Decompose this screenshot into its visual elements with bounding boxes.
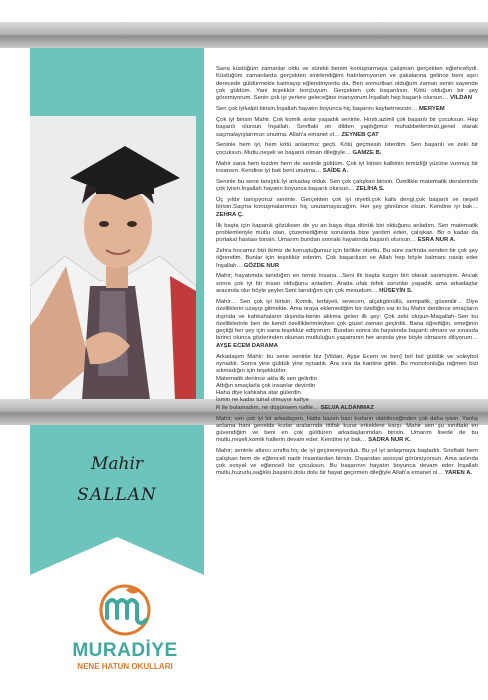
message-text: Mahir sana hem kızdım hem de seninle güldüm. Çok iyi birisin kalbinin temizliği yüzüne vurmuş bir insansın. Kendine iyi bak beni unutma… (216, 160, 478, 174)
student-photo (30, 116, 196, 400)
message-author: GÖZDE NUR (243, 262, 280, 269)
message-author: SADRA NUR K. (368, 437, 411, 444)
message-text: İlk başta için kapanık gözüksen de yu an baya dışa dönük biri olduğunu anladım. Sen matematik problemleriyle mutlu olan, çözemediğimiz sorularda bize yardım eden, çalışkan. Bir o kadar da portakal hastası birisin. Umarım bundan sonraki hayatında başarılı olursun… (216, 222, 478, 244)
message-author: SELVA ALDANMAZ (320, 404, 374, 411)
message-paragraph (216, 273, 478, 295)
message-paragraph (216, 66, 478, 102)
message-text: Mahir… Sen çok iyi birisin. Komik, terbiyeli, sevecen, alçakgönüllü, sempatik, güvenilir… Diye özelliklerin uzayıp gitmekte. Ama oraya eklemediğim bir özelliğin var ki bu Mahir denilince smaçların dışında ve kahkahaların dışında-benin aklıma gelen ilk şey: Çok zeki oluşun-Maşallah-.Sen bu özelliklerinle ben de kendi özelliklerimleyken çok güzel zaman geçirdik. Bana öğrettiğin, emeğinin geçtiği her şey için sana teşekkür ediyorum. Bundan sonra da hayatında başarılı olmanı ve sınavda birinci olunca gözlerinden okunan mutluluğun yaşamının her anında yine böyle olmasını diliyorum… (216, 298, 478, 342)
message-text: Mahir; hayatımda tanıdığım en temiz insana…Seni ilk başta kızgın biri olarak sanmıştım. Ancak sonra çok iyi bir insan olduğunu anladım. Arada ufak tefek sorunlar yaşadık ama arkadaşlar arasında olur böyle şeyler.Seni tanıdığım için çok mesudum… (216, 273, 478, 295)
message-paragraph (216, 448, 478, 477)
message-paragraph (216, 142, 478, 157)
message-text: Arkadaşım Mahir; bu sene seninle biz [Vildan, Ayşe Ecem ve ben] bol bol güldük ve voleybol oynadık. Sonra yine güldük yine oynadık. Ara sıra da kantine gittik. Bu monotonluğa rağmen bizi sıkmadığın için teşekkürler. Matematik denince akla ilk sen gelirdin Attığın smaçlarla çok insanlar devirdin Haha diye kahkaha atar gülerdin İsmin ne kadar tuhaf olmuyor kafiye R ile bulamadım, ne düşünsem nafile… (216, 353, 478, 411)
student-last-name: SALLAN (77, 485, 157, 505)
message-text: Zehra hocamız bizi ikimiz de konuştuğumuz için birlikte oturttu. Bu süre zarfında senden bir çok şey öğrendim. Bunlar için teşekkür ederim. Çok başarılısın ve Allah hep böyle kalmanı nasip eder İnşallah… (216, 247, 478, 269)
message-author: ZEYNEB ÇAT (341, 131, 379, 138)
message-text: Seninle hem iyi, hem kötü anlarımız geçti. Kötü geçmesin isterdim. Sen başarılı ve zeki bir çocuksun. Mutlu,neşeli ve başarılı olman dileğiyle… (216, 142, 478, 156)
message-paragraph (216, 161, 478, 176)
school-subtitle: NENE HATUN OKULLARI (77, 662, 173, 671)
message-text: Sen çok iyikalpli birisin.İnşallah hayatın boyunca hiç başarını kaybetmezsin… (216, 106, 418, 113)
message-paragraph (216, 248, 478, 270)
message-author: ZEHRA Ç. (216, 211, 244, 218)
message-text: Sana küstüğüm zamanlar oldu ve sürekli benim konuşturmaya çalışman gerçekten eğlenceliydi. Küstüğüm zamanlarda gerçekten sinirlendiğimi hatırlamıyorum ve şakalarına gelince beni aşırı derecede güldürmekle kalmayıp eğlendiriyordu da. Ben somurtkan olduğum zaman senin sayende çok güldüm. Yani teşekkür borçluyum. Gerçekten çok başarılısın. Kötü olduğun bir şey göremiyorum. Senin çok iyi yerlere geleceğine inanıyorum.İnşallah hep başarılı olursun… (216, 66, 478, 102)
message-author: HÜSEYİN S. (379, 288, 413, 295)
messages-column (216, 66, 478, 481)
message-author: MERYEM (419, 106, 445, 113)
message-paragraph (216, 179, 478, 194)
message-paragraph (216, 117, 478, 139)
message-text: Üç yıldır tanışıyoruz seninle. Gerçekten çok iyi niyetli,çok kafa dengi,çok başarılı ve neşeli birisin.Saçma konuşmalarımızı hiç unutamayacağım. Her şey gönlünce olsun. Kendine iyi bak… (216, 197, 478, 211)
message-author: AYŞE ECEM DARAMA (216, 342, 278, 349)
message-text: Seninle bu sene tanıştık.İyi arkadaş olduk. Sen çok çalışkan birisin. Özellikle matematik derslerinde çok iyisin.İnşallah hayatın boyunca başarılı olursun… (216, 178, 478, 193)
message-paragraph (216, 416, 478, 445)
message-author: SAİDE A. (322, 167, 349, 174)
message-text: Mahir; sen çok iyi bir arkadaşsın. Hatta bazen bazı kızların olabileceğinden çok daha iyisin. Yanlış anlama hani genelde kızlar aralarında ittifak kurar erkeklere karşı. Mahir sen şu sınıftaki en güvendiğim ve beni en çok güldüren arkadaşlarımdan birisin. Umarım lisede de bu mutlu,neşeli,komik hallerin devam eder. Kendine iyi bak… (216, 415, 478, 444)
message-paragraph (216, 299, 478, 350)
message-author: ZELİHA S. (356, 186, 385, 193)
school-name: MURADİYE (72, 640, 178, 661)
message-author: ESRA NUR A. (417, 237, 456, 244)
message-paragraph (216, 223, 478, 245)
student-first-name: Mahir (90, 454, 144, 474)
message-text: Çok iyi birisin Mahir. Çok komik anlar yaşadık seninle. Hırslı,azimli çok başarılı bir çocuksun. Hep başarılı olursun İnşallah. Sınıftaki on dilden yaptığımız muhabbetlerimizi,genel olarak saçmalayışlarımızı unutma. Allah'a emanet ol… (216, 116, 478, 138)
top-banner-rod (0, 22, 488, 48)
message-author: GAMZE B. (352, 149, 382, 156)
message-paragraph (216, 354, 478, 412)
message-author: YAREN A. (444, 470, 473, 477)
message-paragraph (216, 197, 478, 219)
message-author: VİLDAN (450, 95, 473, 102)
message-paragraph (216, 106, 478, 113)
message-text: Mahir; seninle altıncı sınıfta hiç de iyi geçinemiyorduk. Bu yıl iyi anlaşmaya başladık. Sınıftaki hem çalışkan hem de eğlenceli nadir insanlardan birisin. Dışarıdan asosyal görünüyorsun. Ama aslında çok sosyal ve eğlenceli bir çocuksun. Bu başarının hayatın boyunca devam eder İnşallah mutlu,huzurlu,sağlıklı,başarılı,dolu dolu bir hayat geçirmen dileğiyle Allah'a emanet ol… (216, 448, 478, 477)
